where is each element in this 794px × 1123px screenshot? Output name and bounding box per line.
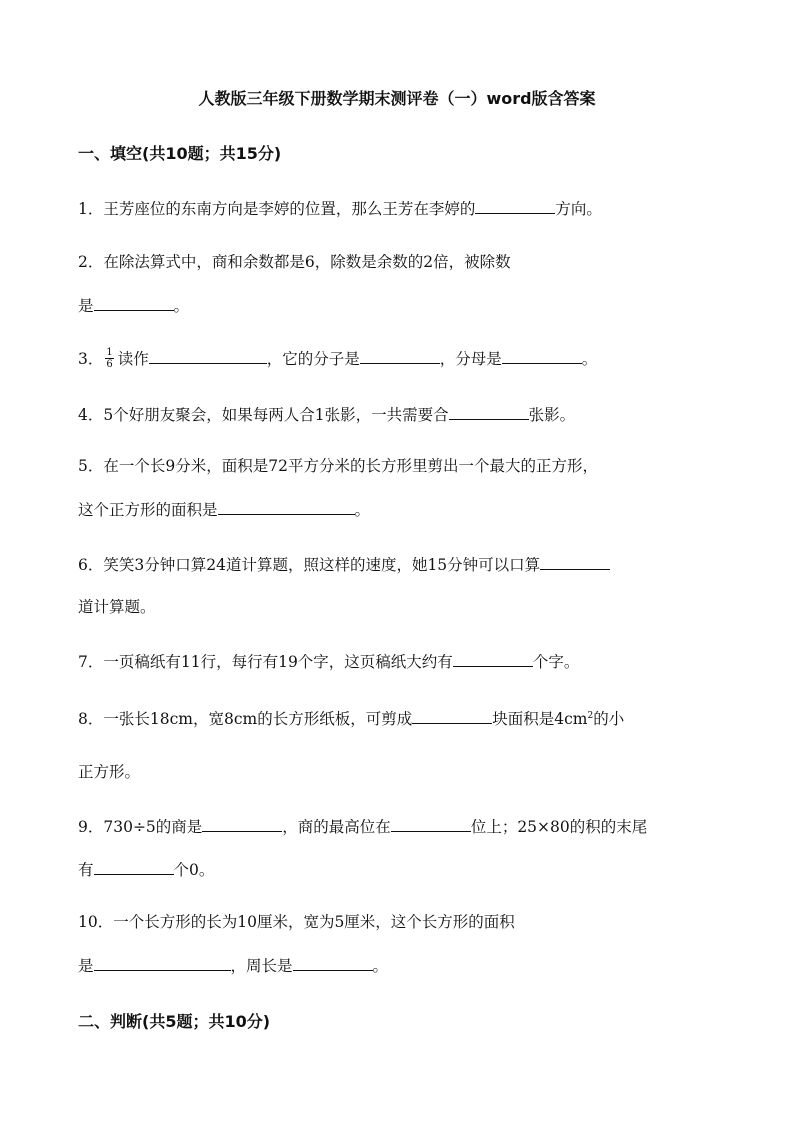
question-text: 个字。 [532,653,580,671]
question-text: 。 [173,297,190,315]
question-6-line-2: 道计算题。 [78,598,156,616]
answer-blank[interactable] [218,499,355,515]
question-text: 位上；25×80的积的末尾 [470,818,648,836]
question-text: ，它的分子是 [266,350,360,368]
question-text: 的小 [593,710,625,729]
answer-blank[interactable] [449,404,529,420]
question-5-line-1: 5．在一个长9分米，面积是72平方分米的长方形里剪出一个最大的正方形， [78,457,598,475]
question-text: 。 [372,957,389,975]
fraction-numerator: 1 [106,346,113,358]
answer-blank[interactable] [502,348,582,364]
superscript: 2 [587,711,594,721]
fraction-denominator: 6 [106,358,113,370]
answer-blank[interactable] [94,295,174,311]
answer-blank[interactable] [94,859,174,875]
question-4 [78,404,575,425]
question-2-line-1: 2．在除法算式中，商和余数都是6，除数是余数的2倍，被除数 [78,253,511,271]
question-text: 这个正方形的面积是 [78,501,218,519]
section-fill-in-heading: 一、填空(共10题；共15分) [78,144,282,163]
question-text: 是 [78,297,94,315]
question-text: 有 [78,861,94,879]
question-text: 读作 [117,350,149,368]
question-text: 是 [78,957,94,975]
question-8-line-1 [78,706,624,729]
question-text: 1．王芳座位的东南方向是李婷的位置，那么王芳在李婷的 [78,200,476,218]
question-2-line-2 [78,295,189,316]
question-3 [78,348,597,372]
question-text: 。 [581,350,598,368]
answer-blank[interactable] [360,348,440,364]
question-text: 。 [354,501,371,519]
question-6-line-1 [78,554,610,575]
question-9-line-1 [78,816,647,837]
answer-blank[interactable] [149,348,267,364]
question-text: 4．5个好朋友聚会，如果每两人合1张影，一共需要合 [78,406,449,424]
answer-blank[interactable] [391,816,471,832]
question-text: ，周长是 [230,957,293,975]
question-text: 9．730÷5的商是 [78,818,203,836]
question-8-line-2: 正方形。 [78,763,141,781]
question-text: ，商的最高位在 [282,818,391,836]
question-9-line-2 [78,859,214,880]
question-10-line-1: 10．一个长方形的长为10厘米，宽为5厘米，这个长方形的面积 [78,913,515,931]
answer-blank[interactable] [293,955,373,971]
question-5-line-2 [78,499,370,520]
question-text: 方向。 [555,200,602,218]
question-text: ，分母是 [439,350,502,368]
answer-blank[interactable] [94,955,231,971]
answer-blank[interactable] [412,708,492,724]
answer-blank[interactable] [202,816,282,832]
question-text: 张影。 [528,406,576,424]
question-text: 块面积是4cm [492,710,588,729]
answer-blank[interactable] [475,198,555,214]
fraction [105,347,113,370]
section-true-false-heading: 二、判断(共5题；共10分) [78,1012,271,1031]
answer-blank[interactable] [540,554,610,570]
question-10-line-2 [78,955,388,976]
question-1 [78,198,602,219]
document-title: 人教版三年级下册数学期末测评卷（一）word版含答案 [198,89,596,108]
question-text: 7．一页稿纸有11行，每行有19个字，这页稿纸大约有 [78,653,453,671]
question-text: 8．一张长18cm，宽8cm的长方形纸板，可剪成 [78,710,413,729]
question-7 [78,651,579,672]
question-text: 个0。 [173,861,215,879]
answer-blank[interactable] [453,651,533,667]
question-text: 6．笑笑3分钟口算24道计算题，照这样的速度，她15分钟可以口算 [78,556,541,574]
question-text: 3． [78,350,104,368]
